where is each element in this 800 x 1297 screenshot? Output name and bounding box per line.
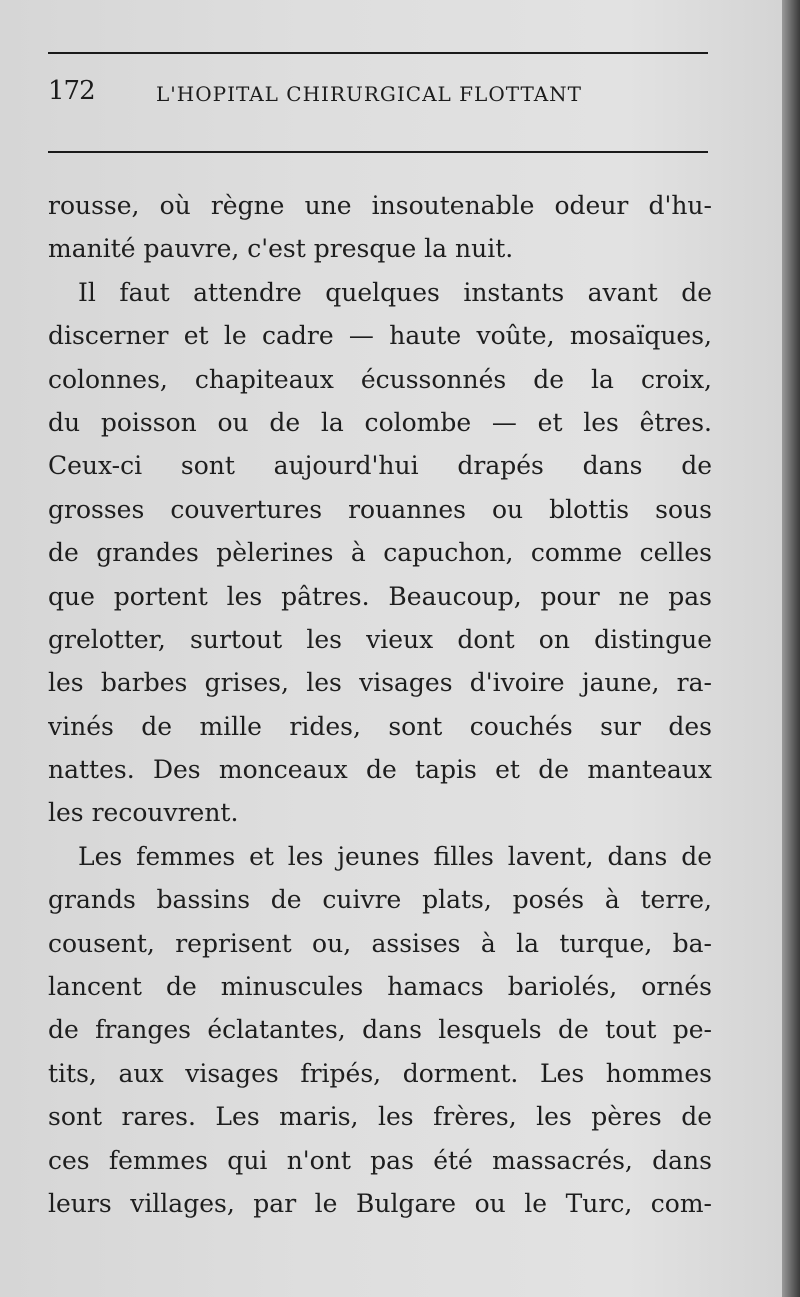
text-line: vinés de mille rides, sont couchés sur des — [48, 711, 712, 741]
text-line: grands bassins de cuivre plats, posés à terre, — [48, 885, 712, 915]
text-line: de franges éclatantes, dans lesquels de tout pe- — [48, 1015, 712, 1045]
text-line: rousse, où règne une insoutenable odeur d'hu- — [48, 191, 712, 220]
text-line: cousent, reprisent ou, assises à la turque, ba- — [48, 928, 712, 958]
header-rule-top — [48, 52, 708, 54]
running-header — [48, 74, 708, 114]
text-line: leurs villages, par le Bulgare ou le Turc, com- — [48, 1188, 712, 1218]
text-line: nattes. Des monceaux de tapis et de manteaux — [48, 755, 712, 785]
text-line: Les femmes et les jeunes filles lavent, dans de — [78, 841, 712, 871]
text-line: de grandes pèlerines à capuchon, comme celles — [48, 538, 712, 568]
text-line: Il faut attendre quelques instants avant de — [78, 277, 712, 307]
text-line: les recouvrent. — [48, 798, 239, 828]
header-rule-bottom — [48, 151, 708, 153]
text-line: discerner et le cadre — haute voûte, mosaïques, — [48, 321, 712, 351]
text-line: sont rares. Les maris, les frères, les pères de — [48, 1102, 712, 1132]
text-line: manité pauvre, c'est presque la nuit. — [48, 234, 514, 264]
text-line: grelotter, surtout les vieux dont on distingue — [48, 624, 712, 654]
text-line: les barbes grises, les visages d'ivoire jaune, ra- — [48, 668, 712, 698]
page-edge-shadow — [782, 0, 800, 1297]
body-text — [48, 184, 712, 1225]
text-line: ces femmes qui n'ont pas été massacrés, dans — [48, 1145, 712, 1175]
text-line: lancent de minuscules hamacs bariolés, ornés — [48, 972, 712, 1002]
text-line: tits, aux visages fripés, dorment. Les hommes — [48, 1058, 712, 1088]
text-line: colonnes, chapiteaux écussonnés de la croix, — [48, 364, 712, 394]
page-number: 172 — [48, 76, 95, 106]
text-line: que portent les pâtres. Beaucoup, pour ne pas — [48, 581, 712, 611]
running-title: L'HOPITAL CHIRURGICAL FLOTTANT — [156, 82, 582, 106]
text-line: Ceux-ci sont aujourd'hui drapés dans de — [48, 451, 712, 481]
text-line: grosses couvertures rouannes ou blottis sous — [48, 494, 712, 524]
text-line: du poisson ou de la colombe — et les êtres. — [48, 407, 712, 437]
